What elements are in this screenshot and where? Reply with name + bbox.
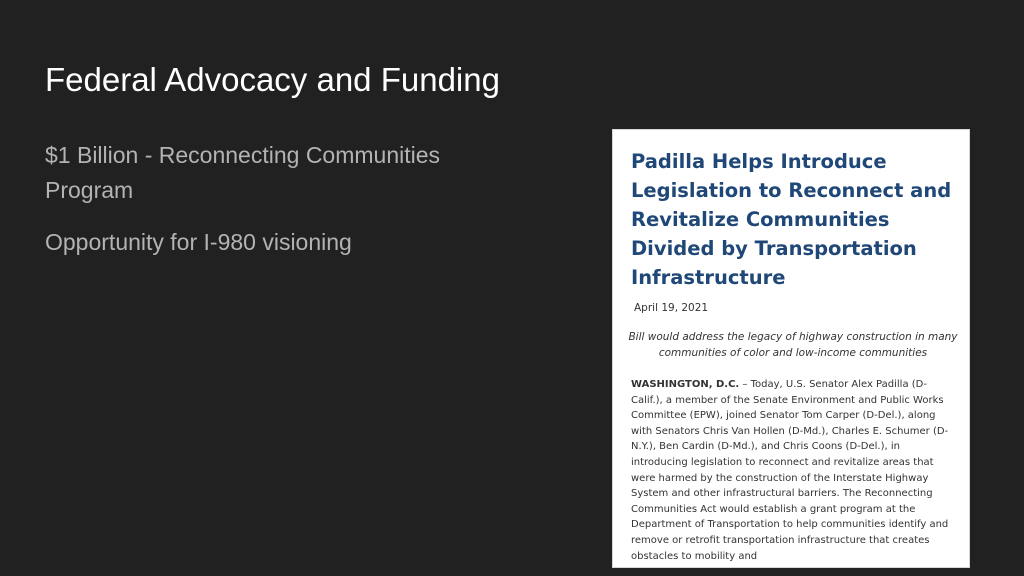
press-release-screenshot [612, 129, 970, 568]
press-release-subheading: Bill would address the legacy of highway construction in many communities of color and low-income communities [628, 331, 958, 359]
bullet-funding: $1 Billion - Reconnecting Communities Program [45, 142, 441, 203]
press-release-body [631, 377, 956, 564]
press-release-body-text: – Today, U.S. Senator Alex Padilla (D-Calif.), a member of the Senate Environment and Public Works Committee (EPW), joined Senator Tom Carper (D-Del.), along with Senators Chris Van Hollen (D-Md.), Charles E. Schumer (D-N.Y.), Ben Cardin (D-Md.), and Chris Coons (D-Del.), in introducing legislation to reconnect and revitalize areas that were harmed by the construction of the Interstate Highway System and other infrastructural barriers. The Reconnecting Communities Act would establish a grant program at the Department of Transportation to help communities identify and remove or retrofit transportation infrastructure that creates obstacles to mobility and [631, 379, 949, 562]
bullet-visioning: Opportunity for I-980 visioning [45, 229, 352, 255]
slide-title: Federal Advocacy and Funding [45, 61, 500, 98]
press-release-dateline: WASHINGTON, D.C. [631, 379, 740, 390]
press-release-heading: Padilla Helps Introduce Legislation to Reconnect and Revitalize Communities Divided by Transportation Infrastructure [631, 150, 952, 289]
press-release-date: April 19, 2021 [634, 302, 709, 314]
